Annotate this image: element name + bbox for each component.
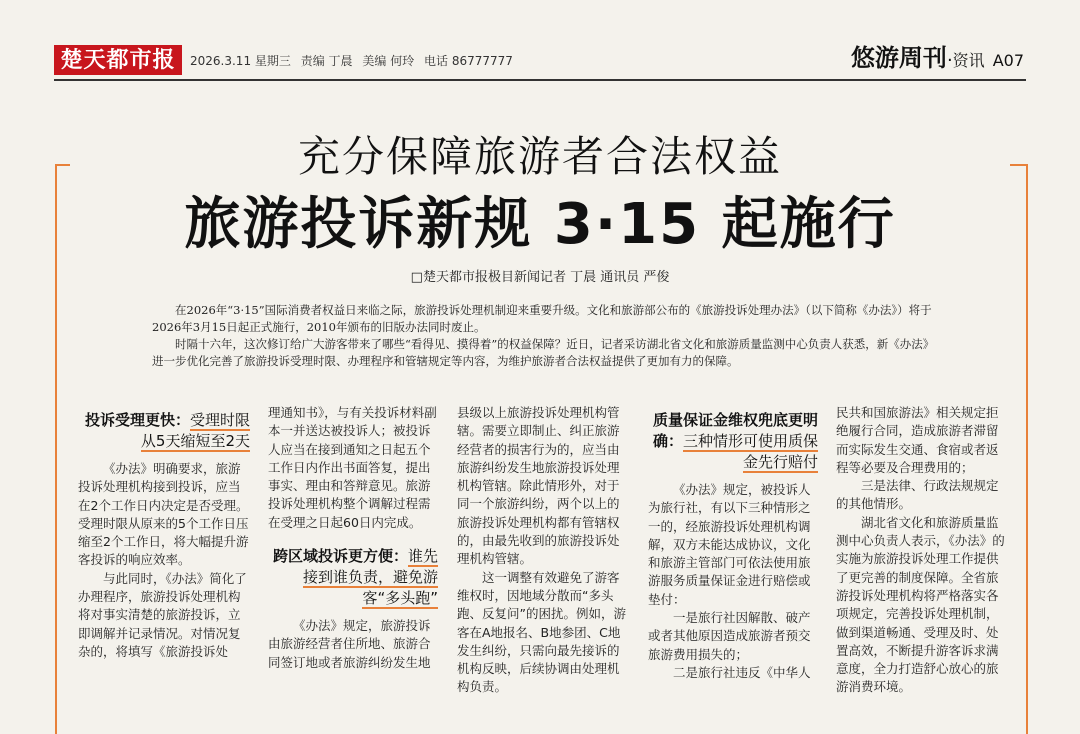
- subheading-bold: 投诉受理更快：: [84, 411, 190, 429]
- newspaper-logo: 楚天都市报: [54, 45, 182, 75]
- lead-paragraph: 时隔十六年，这次修订给广大游客带来了哪些“看得见、摸得着”的权益保障？近日，记者采访湖北省文化和旅游质量监测中心负责人获悉，新《办法》进一步优化完善了旅游投诉受理时限、办理程序和管辖规定等内容，为维护旅游者合法权益提供了更加有力的保障。: [152, 337, 935, 368]
- section-dot: ·: [946, 50, 953, 71]
- subheading-tail: 谁先接到谁负责，避免游客“多头跑”: [302, 547, 438, 608]
- subheading-tail: 受理时限从5天缩短至2天: [140, 411, 250, 450]
- column-5: [836, 404, 1008, 697]
- column-1: [78, 410, 250, 661]
- body-paragraph: 县级以上旅游投诉处理机构管辖。需要立即制止、纠正旅游经营者的损害行为的，应当由旅游纠纷发生地旅游投诉处理机构管辖。除此情形外，对于同一个旅游纠纷，两个以上的旅游投诉处理机构都有管辖权的，由最先收到的旅游投诉处理机构管辖。: [457, 405, 620, 567]
- body-paragraph: 民共和国旅游法》相关规定拒绝履行合同，造成旅游者滞留而实际发生交通、食宿或者返程等必要及合理费用的；: [836, 405, 999, 475]
- editor-credit: 责编 丁晨: [300, 54, 353, 68]
- body-paragraph: 《办法》明确要求，旅游投诉处理机构接到投诉，应当在2个工作日内决定是否受理。受理时限从原来的5个工作日压缩至2个工作日，将大幅提升游客投诉的响应效率。: [78, 461, 249, 568]
- column-3: [457, 404, 627, 697]
- subheading-deposit: [648, 410, 818, 473]
- lead-paragraph: 在2026年“3·15”国际消费者权益日来临之际，旅游投诉处理机制迎来重要升级。文化和旅游部公布的《旅游投诉处理办法》（以下简称《办法》）将于2026年3月15日起正式施行，2010年颁布的旧版办法同时废止。: [152, 303, 932, 334]
- designer-credit: 美编 何玲: [362, 54, 415, 68]
- issue-date: 2026.3.11 星期三: [190, 54, 291, 68]
- column-4: [648, 410, 818, 682]
- phone-number: 电话 86777777: [424, 54, 513, 68]
- body-paragraph: 与此同时，《办法》简化了办理程序，旅游投诉处理机构将对事实清楚的旅游投诉，立即调解并记录情况。对情况复杂的，将填写《旅游投诉处: [78, 570, 247, 659]
- subheading-bold: 质量保证金维权兜底更明确：: [652, 411, 818, 450]
- body-paragraph: 湖北省文化和旅游质量监测中心负责人表示，《办法》的实施为旅游投诉处理工作提供了更完善的制度保障。全省旅游投诉处理机构将严格落实各项规定，完善投诉处理机制，做到渠道畅通、受理及时、处置高效，不断提升游客诉求满意度，全力打造舒心放心的旅游消费环境。: [836, 514, 1005, 695]
- body-paragraph: 这一调整有效避免了游客维权时，因地域分散而“多头跑、反复问”的困扰。例如，游客在A地报名、B地参团、C地发生纠纷，只需向最先接诉的机构反映，后续协调由处理机构负责。: [457, 569, 626, 695]
- body-paragraph: 三是法律、行政法规规定的其他情形。: [836, 478, 999, 512]
- body-paragraph: 理通知书》，与有关投诉材料副本一并送达被投诉人；被投诉人应当在接到通知之日起五个工作日内作出书面答复，提出事实、理由和答辩意见。旅游投诉处理机构整个调解过程需在受理之日起60日内完成。: [268, 405, 437, 530]
- headline-kicker: 充分保障旅游者合法权益: [297, 132, 782, 181]
- body-paragraph: 二是旅行社违反《中华人: [673, 664, 811, 680]
- page-number: A07: [992, 51, 1024, 70]
- column-2: [268, 404, 438, 672]
- subheading-tail: 三种情形可使用质保金先行赔付: [682, 432, 818, 471]
- byline: □楚天都市报极目新闻记者 丁晨 通讯员 严俊: [410, 270, 670, 285]
- masthead-info: [190, 52, 519, 69]
- body-paragraph: 《办法》规定，旅游投诉由旅游经营者住所地、旅游合同签订地或者旅游纠纷发生地: [268, 618, 431, 670]
- section-sub: 资讯: [952, 51, 985, 70]
- section-label: [851, 38, 1024, 73]
- headline-main: 旅游投诉新规 3·15 起施行: [184, 192, 896, 257]
- section-weekly: 悠游周刊: [850, 44, 947, 72]
- body-paragraph: 《办法》规定，被投诉人为旅行社，有以下三种情形之一的，经旅游投诉处理机构调解，双方未能达成协议，文化和旅游主管部门可依法使用旅游服务质量保证金进行赔偿或垫付：: [648, 482, 811, 607]
- subheading-bold: 跨区域投诉更方便：: [272, 547, 408, 566]
- lead-paragraphs: [152, 302, 942, 370]
- subheading-complaint-speed: [78, 410, 250, 452]
- masthead-rule: [54, 79, 1026, 81]
- subheading-cross-region: [268, 546, 438, 609]
- body-paragraph: 一是旅行社因解散、破产或者其他原因造成旅游者预交旅游费用损失的；: [648, 610, 811, 662]
